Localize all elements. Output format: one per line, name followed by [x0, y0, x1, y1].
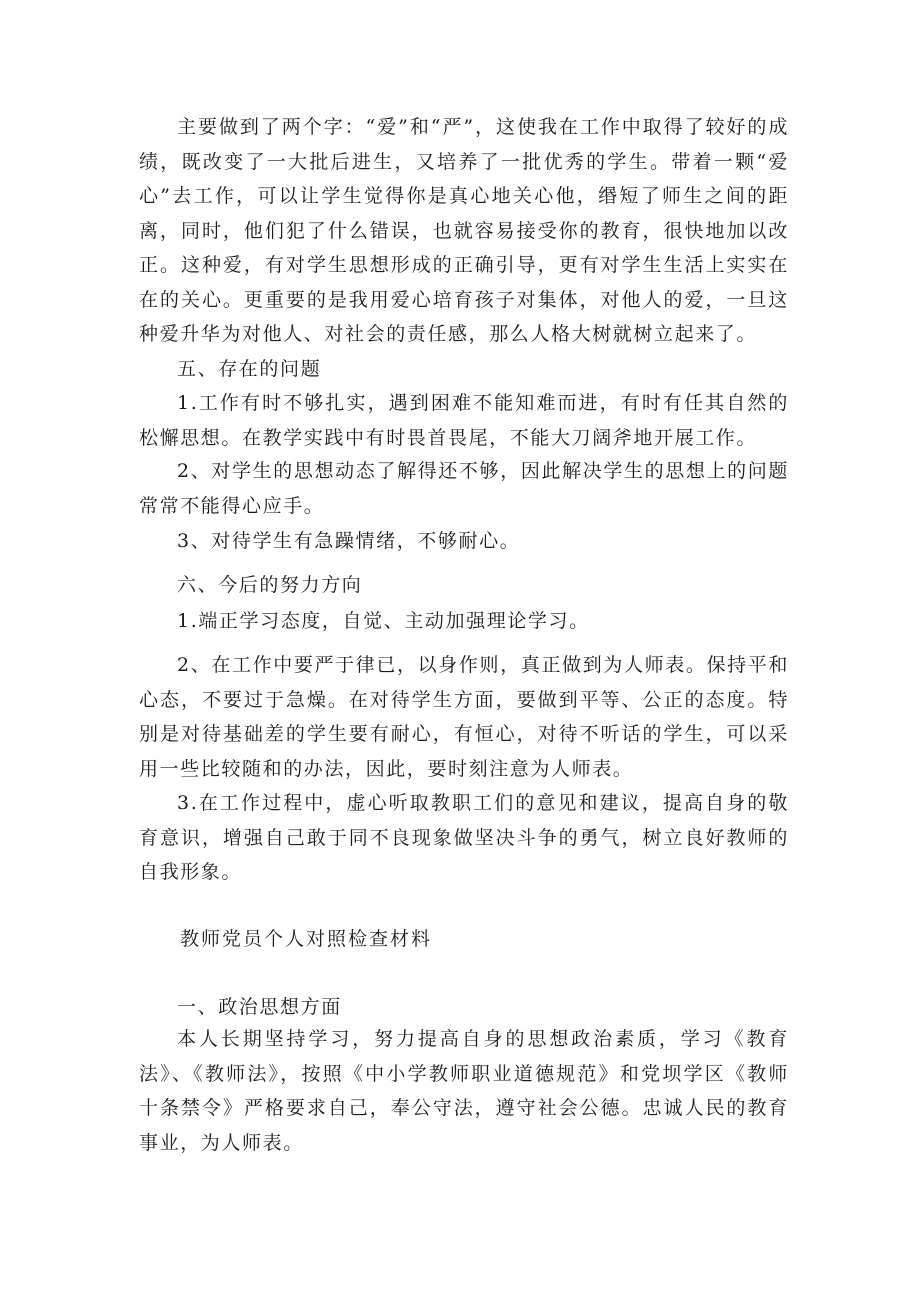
- problem-item-3: 3、对待学生有急躁情绪，不够耐心。: [177, 530, 521, 552]
- problem-item-2: 2、对学生的思想动态了解得还不够，因此解决学生的思想上的问题常常不能得心应手。: [139, 460, 789, 517]
- paragraph-political-study: 本人长期坚持学习，努力提高自身的思想政治素质，学习《教育法》、《教师法》，按照《中小学教师职业道德规范》和党坝学区《教师十条禁令》严格要求自己，奉公守法，遵守社会公德。忠诚人民的教育事业，为人师表。: [139, 1028, 789, 1154]
- paragraph-love-and-strict: 主要做到了两个字：“爱”和“严”，这使我在工作中取得了较好的成绩，既改变了一大批后进生，又培养了一批优秀的学生。带着一颗“爱心”去工作，可以让学生觉得你是真心地关心他，缗短了师生之间的距离，同时，他们犯了什么错误，也就容易接受你的教育，很快地加以改正。这种爱，有对学生思想形成的正确引导，更有对学生生活上实实在在的关心。更重要的是我用爱心培育孩子对集体，对他人的爱，一旦这种爱升华为对他人、对社会的责任感，那么人格大树就树立起来了。: [139, 116, 789, 345]
- problem-item-1: 1.工作有时不够扎实，遇到困难不能知难而进，有时有任其自然的松懈思想。在教学实践中有时畏首畏尾，不能大刀阔斧地开展工作。: [139, 392, 789, 449]
- direction-item-1: 1.端正学习态度，自觉、主动加强理论学习。: [177, 610, 590, 632]
- heading-future-direction: 六、今后的努力方向: [177, 574, 363, 596]
- direction-item-3: 3.在工作过程中，虚心听取教职工们的意见和建议，提高自身的敬育意识，增强自己敢于同不良现象做坚决斗争的勇气，树立良好教师的自我形象。: [139, 792, 789, 883]
- document-title: 教师党员个人对照检查材料: [180, 928, 433, 950]
- heading-existing-problems: 五、存在的问题: [177, 358, 322, 380]
- direction-item-2: 2、在工作中要严于律已，以身作则，真正做到为人师表。保持平和心态，不要过于急燥。在对待学生方面，要做到平等、公正的态度。特别是对待基础差的学生要有耐心，有恒心，对待不听话的学生，可以采用一些比较随和的办法，因此，要时刻注意为人师表。: [139, 654, 789, 780]
- heading-political-thought: 一、政治思想方面: [177, 996, 342, 1018]
